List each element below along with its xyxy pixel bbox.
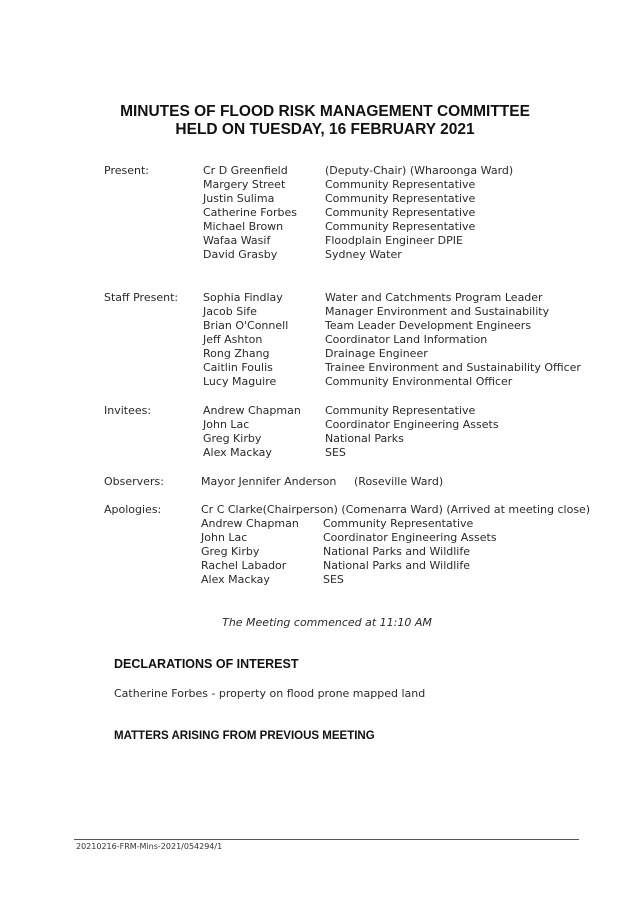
present-name: Cr D Greenfield bbox=[203, 164, 288, 177]
apology-role: Community Representative bbox=[323, 517, 474, 530]
meeting-commenced-note: The Meeting commenced at 11:10 AM bbox=[222, 616, 432, 629]
staff-name: Caitlin Foulis bbox=[203, 361, 273, 374]
invitee-name: Greg Kirby bbox=[203, 432, 262, 445]
document-title-line-2: HELD ON TUESDAY, 16 FEBRUARY 2021 bbox=[175, 121, 475, 138]
staff-name: Jacob Sife bbox=[203, 305, 257, 318]
invitee-role: Coordinator Engineering Assets bbox=[325, 418, 499, 431]
declarations-heading: DECLARATIONS OF INTEREST bbox=[114, 657, 299, 671]
document-title-line-1: MINUTES OF FLOOD RISK MANAGEMENT COMMITTEE bbox=[120, 103, 530, 120]
footer-document-reference: 20210216-FRM-Mins-2021/054294/1 bbox=[76, 842, 223, 851]
apology-name: Alex Mackay bbox=[201, 573, 270, 586]
apology-name: Andrew Chapman bbox=[201, 517, 299, 530]
staff-role: Trainee Environment and Sustainability Officer bbox=[325, 361, 581, 374]
present-role: Sydney Water bbox=[325, 248, 402, 261]
present-role: Community Representative bbox=[325, 220, 476, 233]
apology-role: National Parks and Wildlife bbox=[323, 545, 471, 558]
matters-arising-heading: MATTERS ARISING FROM PREVIOUS MEETING bbox=[114, 730, 375, 742]
staff-label: Staff Present: bbox=[104, 291, 179, 304]
present-label: Present: bbox=[104, 164, 149, 177]
apology-name: Greg Kirby bbox=[201, 545, 260, 558]
staff-role: Water and Catchments Program Leader bbox=[325, 291, 543, 304]
staff-role: Manager Environment and Sustainability bbox=[325, 305, 550, 318]
staff-name: Jeff Ashton bbox=[203, 333, 263, 346]
invitee-name: John Lac bbox=[203, 418, 250, 431]
staff-name: Lucy Maguire bbox=[203, 375, 277, 388]
staff-role: Community Environmental Officer bbox=[325, 375, 513, 388]
staff-role: Drainage Engineer bbox=[325, 347, 428, 360]
present-role: Floodplain Engineer DPIE bbox=[325, 234, 463, 247]
footer-divider bbox=[74, 839, 579, 840]
staff-name: Brian O'Connell bbox=[203, 319, 289, 332]
apology-chairperson: Cr C Clarke(Chairperson) (Comenarra Ward) (Arrived at meeting close) bbox=[201, 503, 591, 516]
apology-role: National Parks and Wildlife bbox=[323, 559, 471, 572]
apology-name: Rachel Labador bbox=[201, 559, 287, 572]
present-name: Michael Brown bbox=[203, 220, 284, 233]
present-role: Community Representative bbox=[325, 178, 476, 191]
invitee-name: Alex Mackay bbox=[203, 446, 272, 459]
declarations-text: Catherine Forbes - property on flood prone mapped land bbox=[114, 687, 426, 700]
present-name: Catherine Forbes bbox=[203, 206, 297, 219]
apology-role: Coordinator Engineering Assets bbox=[323, 531, 497, 544]
present-name: Margery Street bbox=[203, 178, 286, 191]
invitee-role: Community Representative bbox=[325, 404, 476, 417]
apology-role: SES bbox=[323, 573, 344, 586]
invitee-role: National Parks bbox=[325, 432, 404, 445]
present-role: Community Representative bbox=[325, 192, 476, 205]
present-name: David Grasby bbox=[203, 248, 278, 261]
invitee-name: Andrew Chapman bbox=[203, 404, 301, 417]
invitee-role: SES bbox=[325, 446, 346, 459]
present-name: Wafaa Wasif bbox=[203, 234, 271, 247]
present-role: Community Representative bbox=[325, 206, 476, 219]
observer-name: Mayor Jennifer Anderson bbox=[201, 475, 337, 488]
present-name: Justin Sulima bbox=[203, 192, 275, 205]
staff-role: Coordinator Land Information bbox=[325, 333, 488, 346]
observer-role: (Roseville Ward) bbox=[354, 475, 444, 488]
apologies-label: Apologies: bbox=[104, 503, 162, 516]
observers-label: Observers: bbox=[104, 475, 164, 488]
present-role: (Deputy-Chair) (Wharoonga Ward) bbox=[325, 164, 514, 177]
invitees-label: Invitees: bbox=[104, 404, 152, 417]
staff-name: Sophia Findlay bbox=[203, 291, 283, 304]
staff-role: Team Leader Development Engineers bbox=[325, 319, 532, 332]
staff-name: Rong Zhang bbox=[203, 347, 270, 360]
apology-name: John Lac bbox=[201, 531, 248, 544]
